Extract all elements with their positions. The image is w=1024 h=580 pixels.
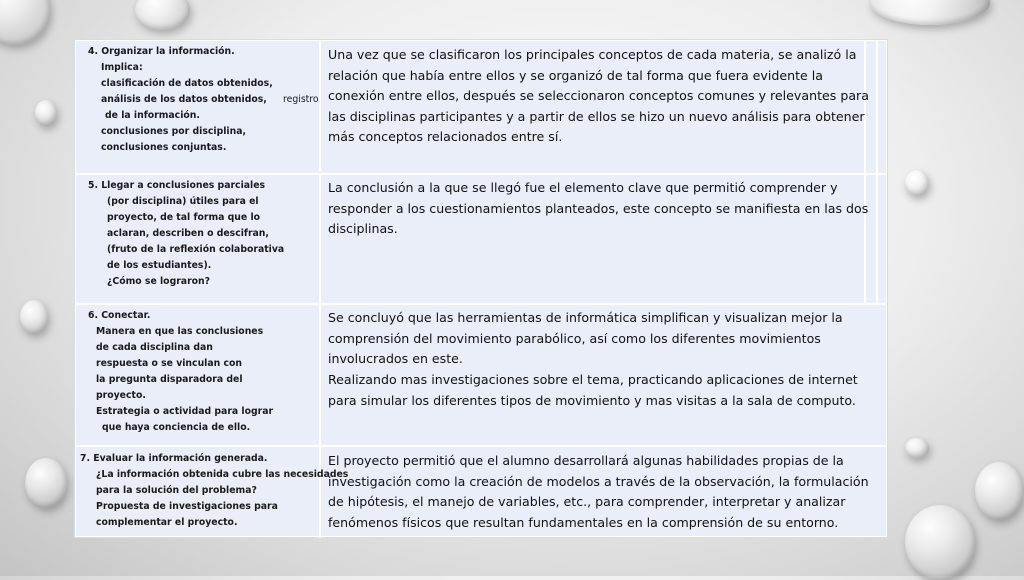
step-description-cell <box>76 175 321 303</box>
water-drop-decoration <box>870 0 990 25</box>
step-title: 4. Organizar la información. <box>88 46 235 57</box>
water-drop-decoration <box>135 0 190 30</box>
result-paragraph: Realizando mas investigaciones sobre el tema, practicando aplicaciones de internet para simular los diferentes tipos de movimiento y mas visitas a la sala de computo. <box>328 372 858 408</box>
water-drop-decoration <box>20 300 48 334</box>
water-drop-decoration <box>905 505 975 580</box>
step-line: la pregunta disparadora del <box>96 374 243 385</box>
step-line: Propuesta de investigaciones para <box>96 501 278 512</box>
step-line: que haya conciencia de ello. <box>102 422 251 433</box>
result-paragraph: Una vez que se clasificaron los principales conceptos de cada materia, se analizó la relación que había entre ellos y se organizó de tal forma que fuera evidente la conexión entre ellos, después se seleccionaron conceptos comunes y relevantes para las disciplinas participantes y a partir de ellos se hizo un nuevo análisis para obtener más conceptos relacionados entre sí. <box>328 47 869 144</box>
step-result-cell <box>323 41 886 171</box>
step-line: registro <box>283 94 319 105</box>
step-line: análisis de los datos obtenidos, <box>101 94 267 105</box>
water-drop-decoration <box>35 100 57 126</box>
step-line: de los estudiantes). <box>107 260 212 271</box>
result-paragraph: La conclusión a la que se llegó fue el elemento clave que permitió comprender y responder a los cuestionamientos planteados, este concepto se manifiesta en las dos disciplinas. <box>328 180 869 236</box>
water-drop-decoration <box>905 438 929 458</box>
step-line: Estrategia o actividad para lograr <box>96 406 274 417</box>
water-drop-decoration <box>975 462 1023 520</box>
step-line: Manera en que las conclusiones <box>96 326 264 337</box>
step-line: de la información. <box>105 110 200 121</box>
water-drop-decoration <box>25 458 67 508</box>
step-line: ¿La información obtenida cubre las necesidades <box>96 469 349 480</box>
step-title: 5. Llegar a conclusiones parciales <box>88 180 266 191</box>
step-line: proyecto. <box>96 390 146 401</box>
step-line: conclusiones por disciplina, <box>101 126 247 137</box>
table-row <box>76 41 886 171</box>
step-title: 7. Evaluar la información generada. <box>80 453 268 464</box>
step-line: clasificación de datos obtenidos, <box>101 78 273 89</box>
step-line: ¿Cómo se lograron? <box>107 276 211 287</box>
table-row <box>76 303 886 445</box>
table-row <box>76 445 886 538</box>
step-title: 6. Conectar. <box>88 310 151 321</box>
step-line: para la solución del problema? <box>96 485 257 496</box>
table-row <box>76 173 886 303</box>
content-table <box>75 40 887 537</box>
step-description-cell <box>76 447 349 538</box>
step-line: de cada disciplina dan <box>96 342 213 353</box>
step-line: conclusiones conjuntas. <box>101 142 227 153</box>
step-line: (fruto de la reflexión colaborativa <box>107 244 285 255</box>
step-line: complementar el proyecto. <box>96 517 238 528</box>
step-line: proyecto, de tal forma que lo <box>107 212 261 223</box>
water-drop-decoration <box>905 170 929 196</box>
step-line: (por disciplina) útiles para el <box>107 196 259 207</box>
step-line: aclaran, describen o descifran, <box>107 228 269 239</box>
step-description-cell <box>76 305 321 445</box>
result-paragraph: El proyecto permitió que el alumno desarrollará algunas habilidades propias de la investigación como la creación de modelos a través de la observación, la formulación de hipótesis, el manejo de variables, etc., para comprender, interpretar y analizar fenómenos físicos que resultan fundamentales en la comprensión de su entorno. <box>328 453 869 530</box>
water-drop-decoration <box>0 0 50 45</box>
step-result-cell <box>323 305 886 445</box>
step-result-cell <box>323 447 886 538</box>
result-paragraph: Se concluyó que las herramientas de informática simplifican y visualizan mejor la comprensión del movimiento parabólico, así como los diferentes movimientos involucrados en este. <box>328 310 843 366</box>
step-description-cell <box>76 41 321 171</box>
step-line: Implica: <box>101 62 143 73</box>
step-result-cell <box>323 175 886 303</box>
step-line: respuesta o se vinculan con <box>96 358 243 369</box>
